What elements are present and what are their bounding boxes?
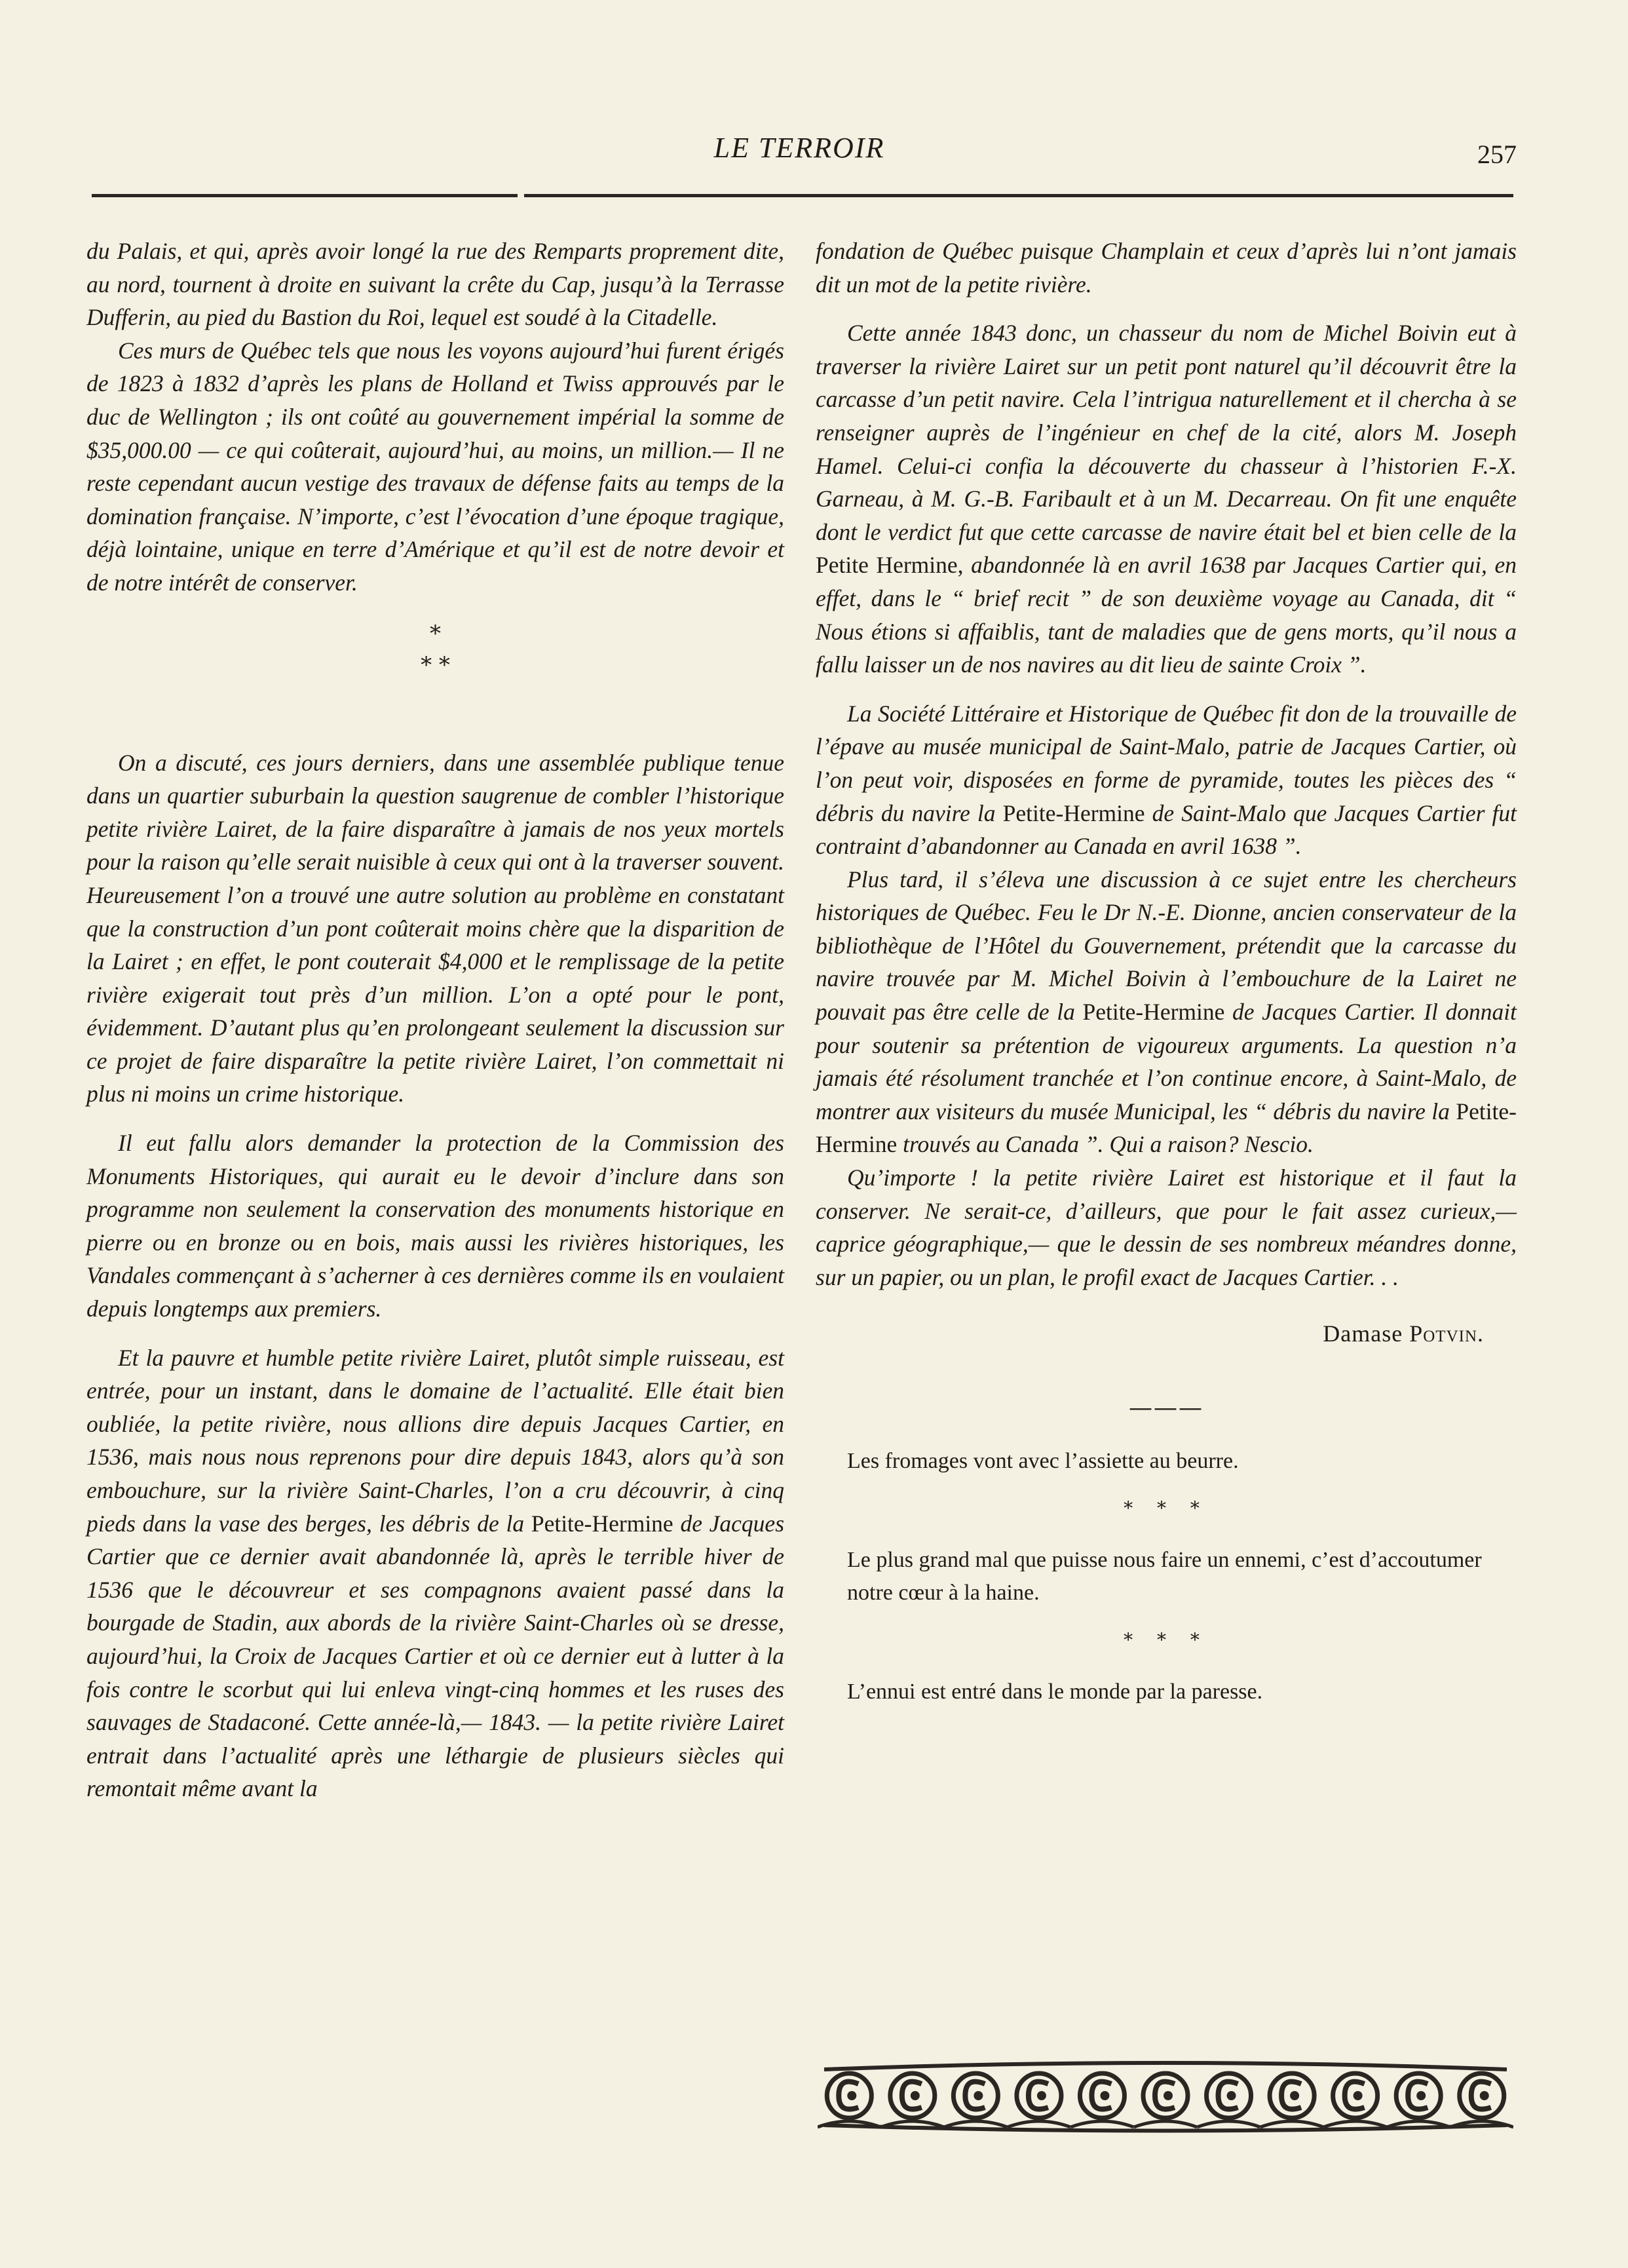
header-rule-right [524,194,1513,197]
right-paragraph-2-part-b: abandonnée là en avril 1638 par Jacques Cartier qui, en effet, dans le “ brief recit ” de son deuxième voyage au Canada, dit “ Nous étions si affaiblis, tant de maladies que de gens morts, qu’il nous a fallu laisser un de nos navires au dit lieu de sainte Croix ”. [816,552,1517,678]
right-paragraph-3 [816,697,1517,863]
ornament-scroll-unit [1070,2073,1134,2127]
right-paragraph-3-part-b: de Saint-Malo que Jacques Cartier fut contraint d’abandonner au Canada en avril 1638 ”. [816,799,1517,860]
left-paragraph-5-part-b: de Jacques Cartier que ce dernier avait abandonnée là, après le terrible hiver de 1536 que le découvreur et ses compagnons avaient passé dans la bourgade de Stadin, aux abords de la rivière Saint-Charles où se dresse, aujourd’hui, la Croix de Jacques Cartier et où ce dernier eut à lutter à la fois contre le scorbut qui lui enleva vingt-cinq hommes et les ruses des sauvages de Stadaconé. Cette année-là,— 1843. — la petite rivière Lairet entrait dans l’actualité après une léthargie de plusieurs siècles qui remontait même avant la [86,1510,785,1802]
right-paragraph-4-part-c: trouvés au Canada ”. Qui a raison? Nescio. [903,1131,1314,1158]
running-title: LE TERROIR [713,132,885,164]
author-last-name: Potvin. [1409,1320,1484,1347]
separator-dash: ——— [1129,1394,1203,1422]
right-paragraph-1: fondation de Québec puisque Champlain et ceux d’après lui n’ont jamais dit un mot de la petite rivière. [816,238,1517,298]
ornament-scroll-unit [1260,2073,1324,2127]
right-paragraph-2-part-a: Cette année 1843 donc, un chasseur du nom de Michel Boivin eut à traverser la rivière Lairet sur un petit pont naturel qu’il découvrit être la carcasse d’un petit navire. Cela l’intrigua naturellement et il chercha à se renseigner auprès de l’ingénieur en chef de la cité, alors M. Joseph Hamel. Celui-ci confia la découverte du chasseur à l’historien F.-X. Garneau, à M. G.-B. Faribault et à un M. Decarreau. On fit une enquête dont le verdict fut que cette carcasse de navire était bel et bien celle de la [816,320,1517,545]
left-paragraph-3: On a discuté, ces jours derniers, dans une assemblée publique tenue dans un quartier suburbain la question saugrenue de combler l’historique petite rivière Lairet, de la faire disparaître à jamais de nos yeux mortels pour la raison qu’elle serait nuisible à ceux qui ont à la traverser souvent. Heureusement l’on a trouvé une autre solution au problème en constatant que la construction d’un pont coûterait moins chère que la disparition de la Lairet ; en effet, le pont couterait $4,000 et le remplissage de la petite rivière exigerait tout près d’un million. L’on a opté pour le pont, évidemment. D’autant plus qu’en prolongeant seulement la discussion sur ce projet de faire disparaître la petite rivière Lairet, l’on commettait ni plus ni moins un crime historique. [86,749,784,1107]
ornament-scroll-unit [1134,2073,1198,2127]
section-break-star-bottom: * * [421,651,450,678]
maxim-3: L’ennui est entré dans le monde par la paresse. [847,1680,1263,1704]
header-rule-left [92,194,518,197]
page-number: 257 [1477,140,1517,169]
section-break-star-top: * [430,620,441,647]
left-paragraph-5 [86,1341,784,1805]
right-paragraph-2 [816,317,1517,682]
ornament-scroll-unit [944,2073,1008,2127]
ornament-scroll-unit [1197,2073,1260,2127]
left-paragraph-2: Ces murs de Québec tels que nous les voyons aujourd’hui furent érigés de 1823 à 1832 d’après les plans de Holland et Twiss approuvés par le duc de Wellington ; ils ont coûté au gouvernement impérial la somme de $35,000.00 — ce qui coûterait, aujourd’hui, au moins, un million.— Il ne reste cependant aucun vestige des travaux de défense faits au temps de la domination française. N’importe, c’est l’évocation d’une époque tragique, déjà lointaine, unique en terre d’Amérique et qu’il est de notre devoir et de notre intérêt de conserver. [86,337,784,596]
ornament-scroll-unit [1450,2073,1513,2127]
maxim-stars-1: * * * [1124,1497,1209,1520]
right-paragraph-4-part-b: de Jacques Cartier. Il donnait pour soutenir sa prétention de vigoureux arguments. La question n’a jamais été résolument tranchée et l’on continue encore, à Saint-Malo, de montrer aux visiteurs du musée Municipal, les “ débris du navire la [816,999,1517,1124]
section-break-stars [86,618,784,681]
ornament-scroll-unit [818,2073,881,2127]
ship-name: Petite-Hermine [816,1098,1517,1158]
ship-name: Petite-Hermine [1002,799,1145,826]
maxim-stars-2: * * * [1124,1629,1209,1651]
right-paragraph-4 [816,863,1517,1161]
left-paragraph-5-part-a: Et la pauvre et humble petite rivière Lairet, plutôt simple ruisseau, est entrée, pour un instant, dans le domaine de l’actualité. Elle était bien oubliée, la petite rivière, nous allions dire depuis Jacques Cartier, en 1536, mais nous nous reprenons pour dire depuis 1843, alors qu’à son embouchure, sur la rivière Saint-Charles, l’on a cru découvrir, à cinq pieds dans la vase des berges, les débris de la [86,1344,784,1537]
right-paragraph-3-part-a: La Société Littéraire et Historique de Québec fit don de la trouvaille de l’épave au musée municipal de Saint-Malo, patrie de Jacques Cartier, où l’on peut voir, disposées en forme de pyramide, toutes les pièces des “ débris du navire la [816,700,1517,826]
right-column [816,235,1517,1708]
maxim-2: Le plus grand mal que puisse nous faire un ennemi, c’est d’accoutumer notre cœur à la haine. [847,1548,1482,1605]
left-paragraph-1: du Palais, et qui, après avoir longé la rue des Remparts proprement dite, au nord, tournent à droite en suivant la crête du Cap, jusqu’à la Terrasse Dufferin, au pied du Bastion du Roi, lequel est soudé à la Citadelle. [86,238,784,331]
maxim-1: Les fromages vont avec l’assiette au beurre. [847,1449,1239,1474]
left-column [86,235,784,1805]
right-paragraph-4-part-a: Plus tard, il s’éleva une discussion à ce sujet entre les chercheurs historiques de Québec. Feu le Dr N.-E. Dionne, ancien conservateur de la bibliothèque de l’Hôtel du Gouvernement, prétendit que la carcasse du navire trouvée par M. Michel Boivin à l’embouchure de la Lairet ne pouvait pas être celle de la [816,866,1517,1026]
right-paragraph-5: Qu’importe ! la petite rivière Lairet est historique et il faut la conserver. Ne serait-ce, d’ailleurs, que pour le fait assez curieux,— caprice géographique,— que le dessin de ses nombreux méandres donne, sur un papier, ou un plan, le profil exact de Jacques Cartier. . . [816,1164,1517,1290]
ship-name: Petite Hermine, [816,552,964,579]
ornament-scroll-unit [1008,2073,1071,2127]
ship-name: Petite-Hermine [531,1510,673,1537]
left-paragraph-4: Il eut fallu alors demander la protection de la Commission des Monuments Historiques, qui aurait eu le devoir d’inclure dans son programme non seulement la conservation des monuments historique en pierre ou en bronze ou en bois, mais aussi les rivières historiques, les Vandales commençant à s’acherner à ces dernières comme ils en voulaient depuis longtemps aux premiers. [86,1130,784,1322]
ornament-scroll-unit [881,2073,945,2127]
decorative-ornament-border [818,2050,1513,2142]
author-first-name: Damase [1323,1320,1403,1347]
ornament-scroll-unit [1323,2073,1387,2127]
ornament-scroll-unit [1387,2073,1450,2127]
ship-name: Petite-Hermine [1082,999,1225,1026]
author-signature [816,1320,1484,1347]
